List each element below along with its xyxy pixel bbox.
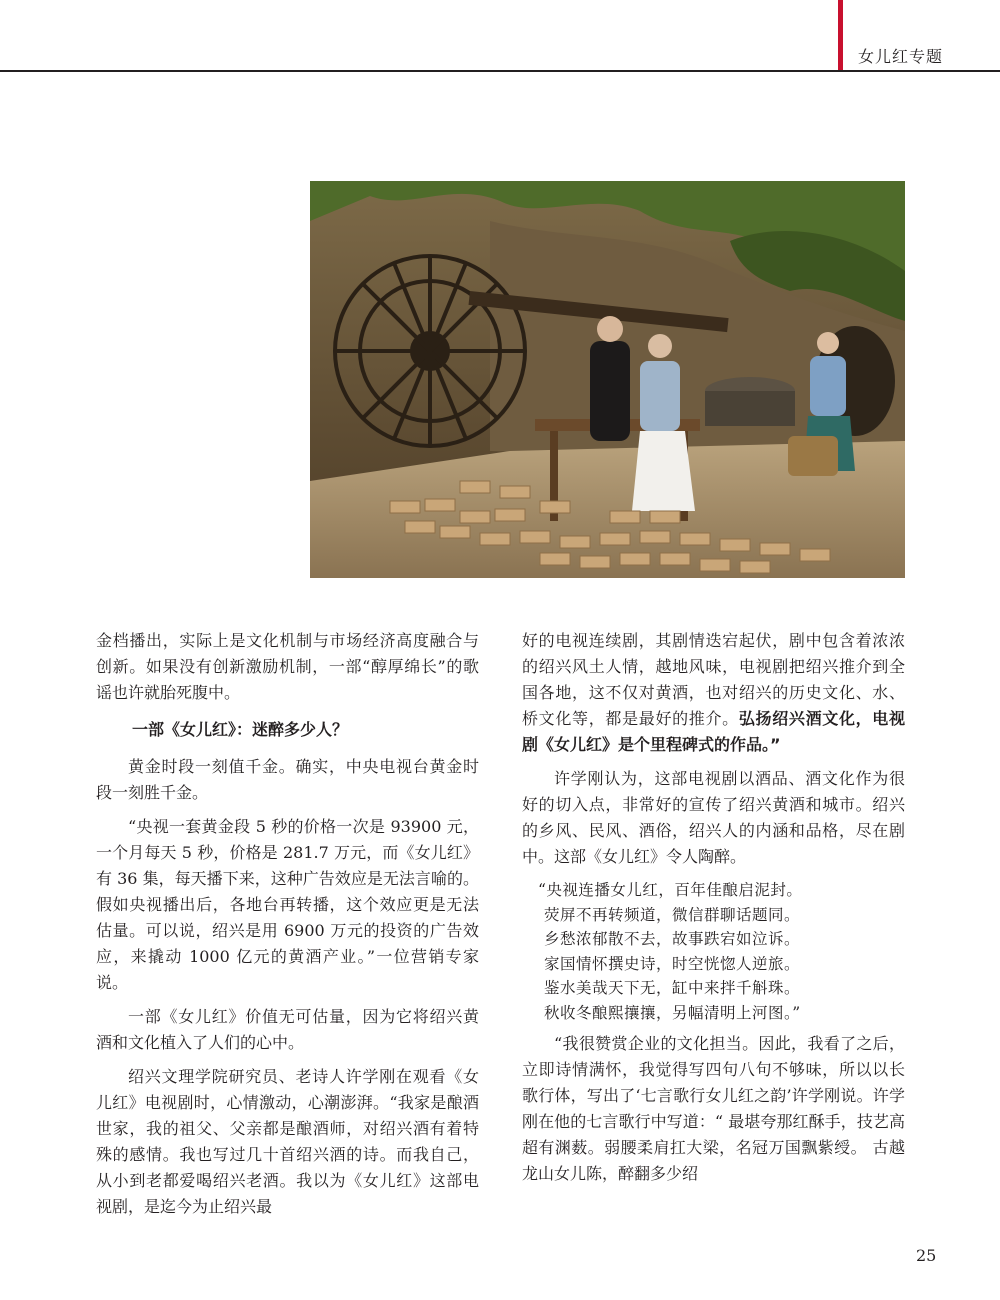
poem-line: 鉴水美哉天下无，缸中来拌千斛珠。 (544, 979, 801, 997)
poem-block (522, 878, 905, 1025)
paragraph (522, 628, 905, 758)
poem-line: 乡愁浓郁散不去，故事跌宕如泣诉。 (544, 930, 801, 948)
poem-line: 秋收冬酿熙攘攘，另幅清明上河图。” (544, 1003, 801, 1022)
page-number: 25 (916, 1246, 937, 1265)
paragraph: 金档播出，实际上是文化机制与市场经济高度融合与创新。如果没有创新激励机制，一部“醇厚绵长”的歌谣也许就胎死腹中。 (96, 631, 479, 702)
header-accent-bar (838, 0, 843, 72)
paragraph: 黄金时段一刻值千金。确实，中央电视台黄金时段一刻胜千金。 (96, 757, 479, 802)
paragraph: “央视一套黄金段 5 秒的价格一次是 93900 元，一个月每天 5 秒，价格是 281.7 万元，而《女儿红》有 36 集，每天播下来，这种广告效应是无法言喻的。假如央视播出后，各地台再转播，这个效应更是无法估量。可以说，绍兴是用 6900 万元的投资的广告效应，来撬动 1000 亿元的黄酒产业。”一位营销专家说。 (96, 817, 479, 992)
section-subtitle: 一部《女儿红》：迷醉多少人？ (132, 720, 349, 739)
paragraph-text: 好的电视连续剧，其剧情迭宕起伏，剧中包含着浓浓的绍兴风土人情，越地风味，电视剧把绍兴推介到全国各地，这不仅对黄酒，也对绍兴的历史文化、水、桥文化等，都是最好的推介。 (522, 631, 905, 728)
right-column (522, 628, 905, 1195)
paragraph: 绍兴文理学院研究员、老诗人许学刚在观看《女儿红》电视剧时，心情激动，心潮澎湃。“我家是酿酒世家，我的祖父、父亲都是酿酒师，对绍兴酒有着特殊的感情。我也写过几十首绍兴酒的诗。而我自己，从小到老都爱喝绍兴老酒。我以为《女儿红》这部电视剧，是迄今为止绍兴最 (96, 1067, 479, 1216)
header-rule (0, 70, 1000, 72)
paragraph-emphasis: 弘扬绍兴酒文化，电视剧《女儿红》是个里程碑式的作品。” (522, 709, 905, 754)
left-column (96, 628, 479, 1228)
photo-scene (310, 181, 905, 578)
paragraph: 许学刚认为，这部电视剧以酒品、酒文化作为很好的切入点，非常好的宣传了绍兴黄酒和城市。绍兴的乡风、民风、酒俗，绍兴人的内涵和品格，尽在剧中。这部《女儿红》令人陶醉。 (522, 769, 905, 866)
paragraph: 一部《女儿红》价值无可估量，因为它将绍兴黄酒和文化植入了人们的心中。 (96, 1007, 479, 1052)
paragraph: “我很赞赏企业的文化担当。因此，我看了之后，立即诗情满怀，我觉得写四句八句不够味，所以以长歌行体，写出了‘七言歌行女儿红之韵’许学刚说。许学刚在他的七言歌行中写道：“ 最堪夸那红酥手，技艺高超有渊薮。弱腰柔肩扛大梁，名冠万国飘紫绶。 古越龙山女儿陈，醉翻多少绍 (522, 1034, 905, 1183)
poem-line: 荧屏不再转频道，微信群聊话题同。 (544, 905, 801, 924)
poem-line: “央视连播女儿红，百年佳酿启泥封。 (538, 881, 803, 899)
poem-line: 家国情怀撰史诗，时空恍惚人逆旅。 (544, 954, 801, 973)
section-title: 女儿红专题 (858, 47, 944, 66)
